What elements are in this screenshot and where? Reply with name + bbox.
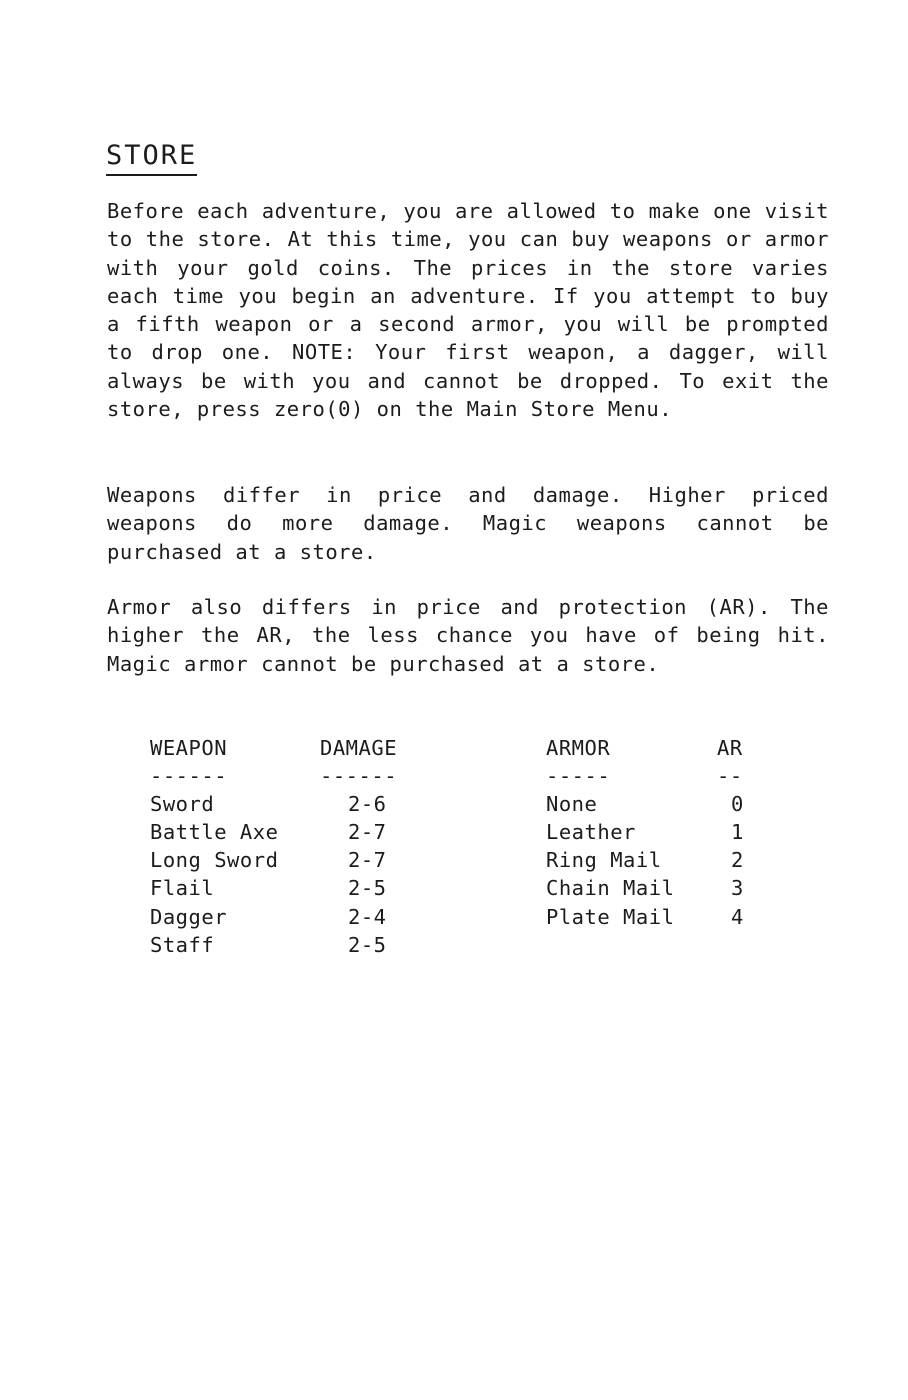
weapon-damage: 2-4: [348, 905, 387, 929]
damage-column-header: DAMAGE: [320, 736, 398, 760]
armor-column-header: ARMOR: [546, 736, 611, 760]
armor-name: Chain Mail: [546, 876, 675, 900]
armor-name: Leather: [546, 820, 636, 844]
ar-column-header: AR: [717, 736, 743, 760]
armor-rating: 1: [731, 820, 744, 844]
weapon-name: Sword: [150, 792, 215, 816]
weapon-name: Flail: [150, 876, 215, 900]
armor-rating: 0: [731, 792, 744, 816]
armor-name: None: [546, 792, 598, 816]
weapon-name: Battle Axe: [150, 820, 279, 844]
weapons-paragraph: Weapons differ in price and damage. Higher priced weapons do more damage. Magic weapons cannot be purchased at a store.: [107, 483, 829, 564]
armor-paragraph: Armor also differs in price and protection (AR). The higher the AR, the less chance you have of being hit. Magic armor cannot be purchased at a store.: [107, 595, 829, 676]
store-intro-paragraph: Before each adventure, you are allowed to make one visit to the store. At this time, you can buy weapons or armor with your gold coins. The prices in the store varies each time you begin an adventure. If you attempt to buy a fifth weapon or a second armor, you will be prompted to drop one. NOTE: Your first weapon, a dagger, will always be with you and cannot be dropped. To exit the store, press zero(0) on the Main Store Menu.: [107, 199, 829, 422]
armor-name: Ring Mail: [546, 848, 662, 872]
armor-rating: 4: [731, 905, 744, 929]
weapon-name: Dagger: [150, 905, 228, 929]
armor-name: Plate Mail: [546, 905, 675, 929]
weapon-damage: 2-7: [348, 820, 387, 844]
damage-header-underline: ------: [320, 764, 398, 788]
armor-header-underline: -----: [546, 764, 611, 788]
weapon-name: Long Sword: [150, 848, 279, 872]
ar-header-underline: --: [717, 764, 743, 788]
armor-rating: 3: [731, 876, 744, 900]
weapon-column-header: WEAPON: [150, 736, 228, 760]
weapon-header-underline: ------: [150, 764, 228, 788]
weapon-damage: 2-5: [348, 876, 387, 900]
weapon-name: Staff: [150, 933, 215, 957]
page-title: STORE: [106, 140, 197, 176]
weapon-damage: 2-7: [348, 848, 387, 872]
armor-rating: 2: [731, 848, 744, 872]
weapon-damage: 2-5: [348, 933, 387, 957]
weapon-damage: 2-6: [348, 792, 387, 816]
